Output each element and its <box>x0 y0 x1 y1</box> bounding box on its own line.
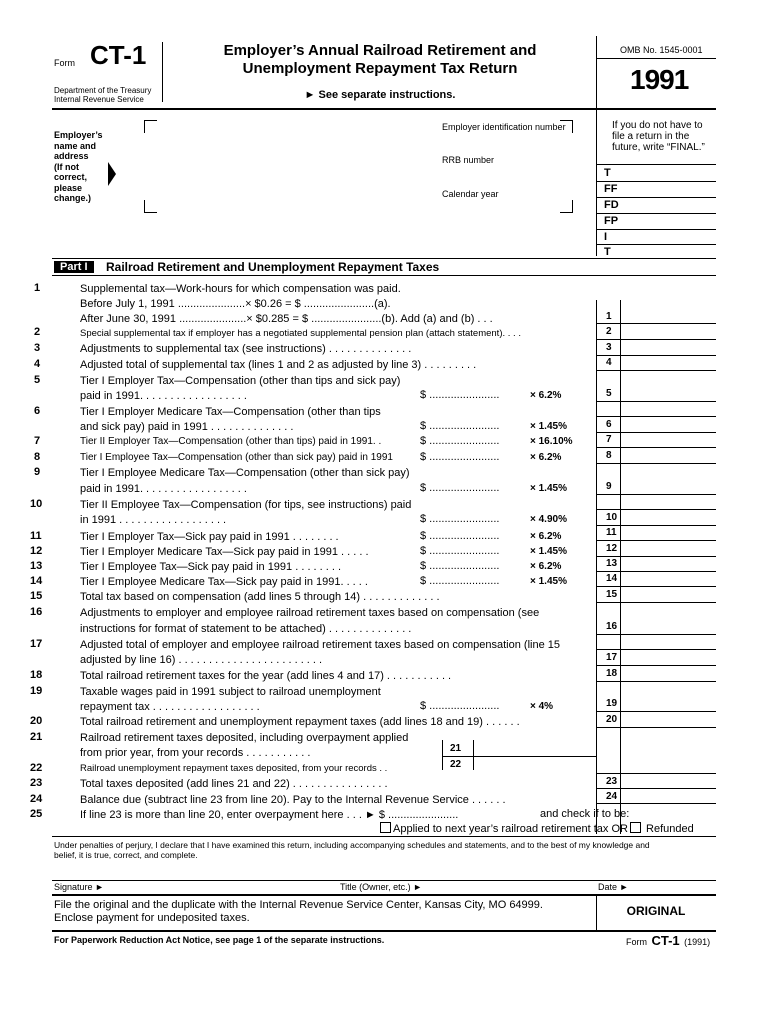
line-3-text: Adjustments to supplemental tax (see instructions) . . . . . . . . . . . . . . <box>80 343 412 355</box>
line-number: 20 <box>30 715 43 727</box>
rate-10: × 4.90% <box>530 514 567 525</box>
col-num-18: 18 <box>606 668 618 679</box>
part-1-title: Railroad Retirement and Unemployment Repayment Taxes <box>106 260 440 274</box>
line-number: 13 <box>30 560 43 572</box>
rate-6: × 1.45% <box>530 421 567 432</box>
arrow-right-icon <box>108 162 116 186</box>
rate-11: × 6.2% <box>530 531 562 542</box>
line-5b-text: paid in 1991. . . . . . . . . . . . . . . . . . <box>80 390 247 402</box>
code-ff: FF <box>604 183 618 195</box>
line-7-text: Tier II Employer Tax—Compensation (other than tips) paid in 1991. . <box>80 436 382 447</box>
code-fp: FP <box>604 215 619 227</box>
box-21-label: 21 <box>450 743 462 754</box>
col-num-15: 15 <box>606 589 618 600</box>
refunded-label: Refunded <box>646 823 694 835</box>
col-num-23: 23 <box>606 776 618 787</box>
code-i: I <box>604 231 608 243</box>
line-5a-text: Tier I Employer Tax—Compensation (other than tips and sick pay) <box>80 375 401 387</box>
line-number: 19 <box>30 685 43 697</box>
signature-label[interactable]: Signature ► <box>54 882 104 892</box>
date-label[interactable]: Date ► <box>598 882 629 892</box>
col-num-10: 10 <box>606 512 618 523</box>
line-13-text: Tier I Employee Tax—Sick pay paid in 1991 . . . . . . . . <box>80 561 342 573</box>
line-19a-text: Taxable wages paid in 1991 subject to railroad unemployment <box>80 686 381 698</box>
line-number: 22 <box>30 762 43 774</box>
line-6a-text: Tier I Employer Medicare Tax—Compensation (other than tips <box>80 406 381 418</box>
rate-12: × 1.45% <box>530 546 567 557</box>
line-number: 9 <box>34 466 41 478</box>
refunded-checkbox[interactable] <box>630 822 641 833</box>
col-num-9: 9 <box>606 481 612 492</box>
amount-13[interactable]: $ ....................... <box>420 560 500 572</box>
amount-10[interactable]: $ ....................... <box>420 513 500 525</box>
amount-7[interactable]: $ ....................... <box>420 435 500 447</box>
line-1a-text: Supplemental tax—Work-hours for which compensation was paid. <box>80 283 401 295</box>
col-num-17: 17 <box>606 652 618 663</box>
see-instructions: ► See separate instructions. <box>304 89 456 101</box>
line-number: 5 <box>34 374 41 386</box>
form-footer: Form CT-1 (1991) <box>626 933 711 948</box>
line-number: 23 <box>30 777 43 789</box>
amount-14[interactable]: $ ....................... <box>420 575 500 587</box>
line-number: 3 <box>34 342 41 354</box>
final-note: If you do not have to file a return in the future, write “FINAL.” <box>612 120 705 153</box>
line-11-text: Tier I Employer Tax—Sick pay paid in 1991 . . . . . . . . <box>80 531 339 543</box>
line-22-text: Railroad unemployment repayment taxes deposited, from your records . . <box>80 763 388 774</box>
code-fd: FD <box>604 199 619 211</box>
line-23-text: Total taxes deposited (add lines 21 and 22) . . . . . . . . . . . . . . . . <box>80 778 388 790</box>
line-16a-text: Adjustments to employer and employee railroad retirement taxes based on compensation (see <box>80 607 540 619</box>
line-1c-text: After June 30, 1991 ......................× $0.285 = $ .......................(b). Add (a) and (b) . . . <box>80 313 493 325</box>
line-number: 18 <box>30 669 43 681</box>
line-25-check-label: and check if to be: <box>540 808 630 820</box>
amount-9[interactable]: $ ....................... <box>420 482 500 494</box>
line-18-text: Total railroad retirement taxes for the year (add lines 4 and 17) . . . . . . . . . . . <box>80 670 452 682</box>
box-22-label: 22 <box>450 759 462 770</box>
line-25-options <box>378 822 694 835</box>
line-9a-text: Tier I Employee Medicare Tax—Compensation (other than sick pay) <box>80 467 410 479</box>
rrb-label: RRB number <box>442 155 495 165</box>
amount-6[interactable]: $ ....................... <box>420 420 500 432</box>
amount-19[interactable]: $ ....................... <box>420 700 500 712</box>
calendar-year-label: Calendar year <box>442 189 499 199</box>
amount-11[interactable]: $ ....................... <box>420 530 500 542</box>
line-21b-text: from prior year, from your records . . . . . . . . . . . <box>80 747 311 759</box>
col-num-13: 13 <box>606 558 618 569</box>
col-num-1: 1 <box>606 311 612 322</box>
rate-9: × 1.45% <box>530 483 567 494</box>
perjury-statement: Under penalties of perjury, I declare that I have examined this return, including accompanying schedules and statements, and to the best of my knowledge and belief, it is true, correct, and complete. <box>54 840 650 860</box>
filing-instructions: File the original and the duplicate with the Internal Revenue Service Center, Kansas City, MO 64999. Enclose payment for undeposited taxes. <box>54 899 543 924</box>
tax-year: 1991 <box>630 64 689 95</box>
line-number: 17 <box>30 638 43 650</box>
col-num-2: 2 <box>606 326 612 337</box>
col-num-14: 14 <box>606 573 618 584</box>
paperwork-notice: For Paperwork Reduction Act Notice, see page 1 of the separate instructions. <box>54 935 385 945</box>
line-24-text: Balance due (subtract line 23 from line 20). Pay to the Internal Revenue Service . . . . . . <box>80 794 506 806</box>
line-number: 2 <box>34 326 41 338</box>
ein-label: Employer identification number <box>442 122 566 132</box>
dept-line-1: Department of the Treasury <box>54 86 152 95</box>
line-number: 10 <box>30 498 43 510</box>
line-14-text: Tier I Employee Medicare Tax—Sick pay paid in 1991. . . . . <box>80 576 368 588</box>
col-num-7: 7 <box>606 434 612 445</box>
form-number: CT-1 <box>90 40 147 70</box>
rate-8: × 6.2% <box>530 452 562 463</box>
line-2-text: Special supplemental tax if employer has a negotiated supplemental pension plan (attach statement). . . . <box>80 328 521 339</box>
line-number: 8 <box>34 451 41 463</box>
line-9b-text: paid in 1991. . . . . . . . . . . . . . . . . . <box>80 483 247 495</box>
rate-14: × 1.45% <box>530 576 567 587</box>
line-number: 12 <box>30 545 43 557</box>
title-line-2: Unemployment Repayment Tax Return <box>242 60 518 77</box>
line-8-text: Tier I Employee Tax—Compensation (other than sick pay) paid in 1991 <box>80 452 393 463</box>
line-10a-text: Tier II Employee Tax—Compensation (for tips, see instructions) paid <box>80 499 412 511</box>
col-num-16: 16 <box>606 621 618 632</box>
line-1b-text: Before July 1, 1991 ......................× $0.26 = $ .......................(a). <box>80 298 391 310</box>
form-label: Form <box>54 58 75 68</box>
line-17a-text: Adjusted total of employer and employee railroad retirement taxes based on compensation (line 15 <box>80 639 560 651</box>
amount-8[interactable]: $ ....................... <box>420 451 500 463</box>
line-19b-text: repayment tax . . . . . . . . . . . . . . . . . . <box>80 701 260 713</box>
col-num-20: 20 <box>606 714 618 725</box>
line-number: 6 <box>34 405 41 417</box>
line-number: 7 <box>34 435 41 447</box>
rate-7: × 16.10% <box>530 436 573 447</box>
line-6b-text: and sick pay) paid in 1991 . . . . . . . . . . . . . . <box>80 421 294 433</box>
col-num-11: 11 <box>606 527 617 538</box>
line-number: 14 <box>30 575 43 587</box>
omb-number: OMB No. 1545-0001 <box>620 45 703 55</box>
employer-label: Employer’s name and address (If not correct, please change.) <box>54 130 103 203</box>
applied-label: Applied to next year’s railroad retirement tax OR <box>393 823 628 835</box>
rate-5: × 6.2% <box>530 390 562 401</box>
line-4-text: Adjusted total of supplemental tax (lines 1 and 2 as adjusted by line 3) . . . . . . . . . <box>80 359 477 371</box>
col-num-8: 8 <box>606 450 612 461</box>
code-t2: T <box>604 246 611 258</box>
line-16b-text: instructions for format of statement to be attached) . . . . . . . . . . . . . . <box>80 623 412 635</box>
title-label[interactable]: Title (Owner, etc.) ► <box>340 882 423 892</box>
applied-checkbox[interactable] <box>380 822 391 833</box>
col-num-5: 5 <box>606 388 612 399</box>
dept-line-2: Internal Revenue Service <box>54 95 144 104</box>
col-num-24: 24 <box>606 791 618 802</box>
line-20-text: Total railroad retirement and unemployment repayment taxes (add lines 18 and 19) . . . . . . <box>80 716 520 728</box>
col-num-3: 3 <box>606 342 612 353</box>
amount-12[interactable]: $ ....................... <box>420 545 500 557</box>
col-num-12: 12 <box>606 543 618 554</box>
original-label: ORIGINAL <box>626 904 686 918</box>
line-number: 21 <box>30 731 43 743</box>
line-15-text: Total tax based on compensation (add lines 5 through 14) . . . . . . . . . . . . . <box>80 591 440 603</box>
code-t: T <box>604 167 611 179</box>
line-17b-text: adjusted by line 16) . . . . . . . . . . . . . . . . . . . . . . . . <box>80 654 323 666</box>
col-num-19: 19 <box>606 698 618 709</box>
line-number: 11 <box>30 530 42 542</box>
line-10b-text: in 1991 . . . . . . . . . . . . . . . . . . <box>80 514 227 526</box>
line-number: 25 <box>30 808 43 820</box>
rate-19: × 4% <box>530 701 554 712</box>
col-num-4: 4 <box>606 357 612 368</box>
title-line-1: Employer’s Annual Railroad Retirement and <box>223 42 537 59</box>
line-21a-text: Railroad retirement taxes deposited, including overpayment applied <box>80 732 409 744</box>
line-25-text: If line 23 is more than line 20, enter overpayment here . . . ► $ ....................... <box>80 809 459 821</box>
part-1-tag: Part I <box>54 261 94 273</box>
col-num-6: 6 <box>606 419 612 430</box>
line-number: 4 <box>34 358 41 370</box>
amount-5[interactable]: $ ....................... <box>420 389 500 401</box>
rate-13: × 6.2% <box>530 561 562 572</box>
line-number: 1 <box>34 282 41 294</box>
line-number: 16 <box>30 606 43 618</box>
line-number: 15 <box>30 590 43 602</box>
line-12-text: Tier I Employer Medicare Tax—Sick pay paid in 1991 . . . . . <box>80 546 369 558</box>
line-number: 24 <box>30 793 43 805</box>
